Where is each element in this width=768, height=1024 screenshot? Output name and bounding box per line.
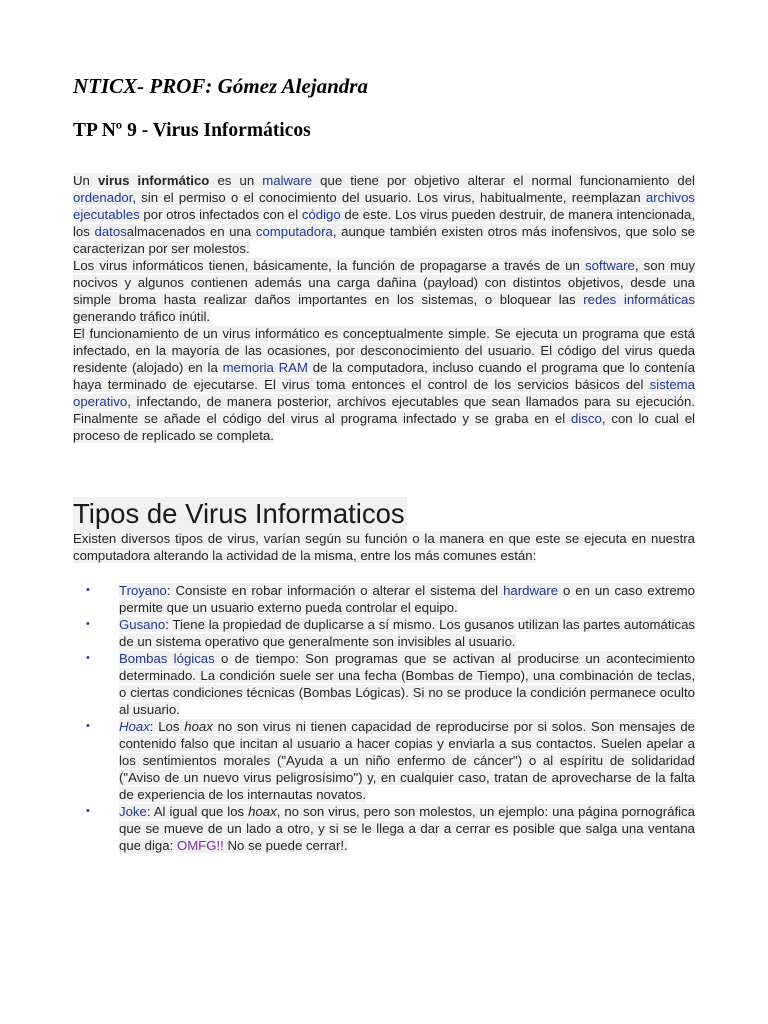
italic-term: hoax [184, 719, 213, 734]
link-sistema-operativo[interactable]: sistema operativo [73, 377, 695, 409]
text: o de tiempo: Son programas que se activan al producirse un acontecimiento determinado. La condición suele ser una fecha (Bombas de Tiempo), una combinación de teclas, o ciertas condiciones técnicas (Bombas Lógicas). Si no se produce la condición permanece oculto al usuario. [119, 651, 695, 717]
text: almacenados en una [126, 224, 256, 239]
bullet-icon: • [86, 652, 90, 664]
text: , no son virus, pero son molestos, un ejemplo: una página pornográfica que se mueve de un lado a otro, y si se le llega a dar a cerrar es posible que salga una ventana que diga: [119, 804, 695, 853]
section-title: Tipos de Virus Informaticos [73, 498, 405, 529]
text: no son virus ni tienen capacidad de reproducirse por si solos. Son mensajes de contenido falso que incitan al usuario a hacer copias y enviarla a sus contactos. Suelen apelar a los sentimientos morales ("Ayuda a un niño enfermo de cáncer") o al espíritu de solidaridad ("Aviso de un nuevo virus peligrosísimo") y, en cualquier caso, tratan de aprovecharse de la falta de experiencia de los internautas novatos. [119, 719, 695, 802]
paragraph-operation [73, 325, 695, 444]
text: de la computadora, incluso cuando el programa que lo contenía haya terminado de ejecutarse. El virus toma entonces el control de los servicios básicos del [73, 360, 696, 392]
text: , con lo cual el proceso de replicado se completa. [73, 411, 695, 443]
link-troyano[interactable]: Troyano [119, 583, 167, 598]
link-computadora[interactable]: computadora [255, 224, 333, 239]
list-item-bombas [73, 650, 695, 718]
link-hoax[interactable]: Hoax [119, 719, 150, 734]
text: , aunque también existen otros más inofensivos, que solo se caracterizan por ser molestos. [73, 224, 696, 256]
link-bombas-logicas[interactable]: Bombas lógicas [119, 651, 215, 666]
text: : Al igual que los [146, 804, 249, 819]
text: : Tiene la propiedad de duplicarse a sí mismo. Los gusanos utilizan las partes automáticas de un sistema operativo que generalmente son invisibles al usuario. [119, 617, 695, 649]
link-joke[interactable]: Joke [119, 804, 147, 819]
text: : Consiste en robar información o alterar el sistema del [166, 583, 504, 598]
virus-types-list [73, 582, 695, 854]
text: No se puede cerrar!. [223, 838, 348, 853]
text: Los virus informáticos tienen, básicamente, la función de propagarse a través de un [73, 258, 585, 273]
link-software[interactable]: software [585, 258, 635, 273]
list-item-gusano [73, 616, 695, 650]
text: , sin el permiso o el conocimiento del usuario. Los virus, habitualmente, reemplazan [132, 190, 646, 205]
text: , son muy nocivos y algunos contienen además una carga dañina (payload) con distintos objetivos, desde una simple broma hasta realizar daños importantes en los sistemas, o bloquear las [73, 258, 695, 307]
link-malware[interactable]: malware [262, 173, 313, 188]
text: por otros infectados con el [139, 207, 302, 222]
bullet-icon: • [86, 720, 90, 732]
list-item-troyano [73, 582, 695, 616]
text: , infectando, de manera posterior, archivos ejecutables que sean llamados para su ejecución. Finalmente se añade el código del virus al programa infectado y se graba en el [73, 394, 695, 426]
assignment-title: TP Nº 9 - Virus Informáticos [73, 120, 311, 141]
text: El funcionamiento de un virus informático es conceptualmente simple. Se ejecuta un programa que está infectado, en la mayoría de las ocasiones, por desconocimiento del usuario. El código del virus queda residente (alojado) en la [73, 326, 695, 375]
link-ordenador[interactable]: ordenador [73, 190, 133, 205]
text: que tiene por objetivo alterar el normal funcionamiento del [312, 173, 695, 188]
link-hardware[interactable]: hardware [503, 583, 559, 598]
text: Un [73, 173, 98, 188]
link-codigo[interactable]: código [301, 207, 341, 222]
link-redes-informaticas[interactable]: redes informáticas [583, 292, 695, 307]
link-disco[interactable]: disco [571, 411, 602, 426]
link-memoria-ram[interactable]: memoria RAM [222, 360, 308, 375]
intro-body [73, 172, 695, 444]
italic-term: hoax [248, 804, 277, 819]
intro-text: Existen diversos tipos de virus, varían según su función o la manera en que este se ejecuta en nuestra computadora alterando la actividad de la misma, entre los más comunes están: [73, 531, 695, 563]
list-item-hoax [73, 718, 695, 803]
text: de este. Los virus pueden destruir, de manera intencionada, los [73, 207, 695, 239]
bullet-icon: • [86, 805, 90, 817]
link-datos[interactable]: datos [94, 224, 127, 239]
bullet-icon: • [86, 584, 90, 596]
text: o en un caso extremo permite que un usuario externo pueda controlar el equipo. [119, 583, 695, 615]
link-archivos-ejecutables[interactable]: archivos ejecutables [73, 190, 695, 222]
text: : Los [149, 719, 185, 734]
link-omfg[interactable]: OMFG!! [176, 838, 224, 853]
list-item-joke [73, 803, 695, 854]
text: es un [209, 173, 263, 188]
paragraph-propagation [73, 257, 695, 325]
author-heading: NTICX- PROF: Gómez Alejandra [73, 74, 368, 98]
text: generando tráfico inútil. [73, 309, 211, 324]
link-gusano[interactable]: Gusano [119, 617, 166, 632]
bullet-icon: • [86, 618, 90, 630]
paragraph-definition [73, 172, 695, 257]
section-intro [73, 530, 695, 564]
bold-term: virus informático [97, 173, 210, 188]
